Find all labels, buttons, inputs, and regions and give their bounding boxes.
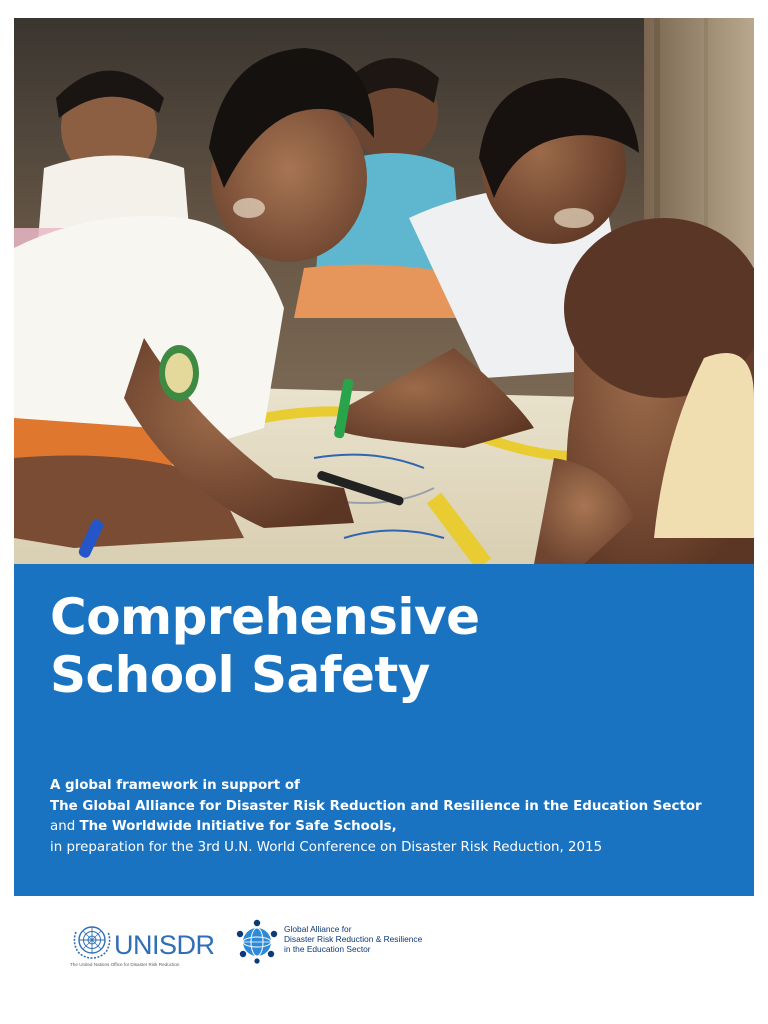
global-alliance-logo — [234, 918, 434, 974]
document-subtitle — [50, 776, 740, 858]
subtitle-line-1: A global framework in support of — [50, 778, 300, 793]
partner-logos — [0, 910, 768, 990]
title-line-2: School Safety — [50, 646, 430, 704]
subtitle-line-3-bold: The Worldwide Initiative for Safe Schools, — [79, 819, 397, 834]
subtitle-line-3 — [50, 817, 740, 838]
global-alliance-line-1: Global Alliance for — [284, 924, 352, 934]
global-alliance-text — [284, 925, 422, 954]
cover-photo — [14, 18, 754, 564]
global-alliance-line-3: in the Education Sector — [284, 943, 371, 954]
global-alliance-line-2: Disaster Risk Reduction & Resilience — [284, 933, 423, 944]
title-panel — [14, 564, 754, 896]
unisdr-wordmark: UNISDR — [114, 930, 215, 960]
un-emblem-icon — [70, 920, 114, 964]
subtitle-line-4: in preparation for the 3rd U.N. World Conference on Disaster Risk Reduction, 2015 — [50, 839, 603, 855]
subtitle-line-3-prefix: and — [50, 819, 80, 834]
unisdr-logo — [70, 920, 215, 972]
title-line-1: Comprehensive — [50, 588, 480, 646]
children-drawing-map-illustration — [14, 18, 754, 564]
subtitle-line-2: The Global Alliance for Disaster Risk Reduction and Resilience in the Education Sector — [50, 798, 702, 814]
unisdr-tagline: The United Nations Office for Disaster Risk Reduction — [70, 962, 180, 967]
document-title — [50, 588, 730, 704]
globe-people-icon — [234, 918, 280, 964]
